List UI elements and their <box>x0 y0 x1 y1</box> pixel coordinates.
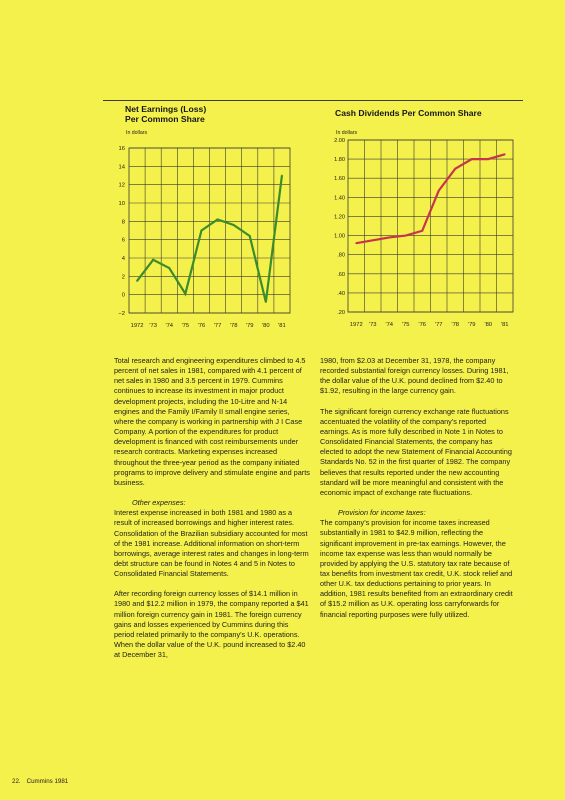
earnings-y-tick-label: 10 <box>118 201 125 207</box>
dividends-data-point <box>487 158 489 160</box>
earnings-y-tick-label: 6 <box>121 237 125 244</box>
earnings-y-tick-label: 2 <box>121 274 125 281</box>
earnings-data-point <box>281 175 283 177</box>
earnings-y-tick-label: 14 <box>118 164 125 171</box>
dividends-chart <box>300 136 525 336</box>
earnings-x-tick-label: '73 <box>149 323 157 329</box>
earnings-x-tick-label: '75 <box>181 323 190 329</box>
earnings-y-tick-label: 16 <box>118 146 125 152</box>
earnings-unit-label: In dollars <box>126 130 148 136</box>
earnings-x-tick-label: 1972 <box>130 323 144 329</box>
earnings-data-point <box>217 219 219 221</box>
dividends-x-tick-label: '77 <box>434 322 443 328</box>
dividends-x-tick-label: '76 <box>418 322 427 328</box>
earnings-x-tick-label: '80 <box>262 323 270 329</box>
earnings-y-tick-label: 0 <box>121 292 125 299</box>
dividends-y-tick-label: .40 <box>337 290 345 297</box>
earnings-data-point <box>184 293 186 295</box>
page-number: 22. <box>12 778 21 785</box>
earnings-data-point <box>201 230 203 232</box>
dividends-x-tick-label: '79 <box>467 322 476 328</box>
earnings-data-point <box>265 301 267 303</box>
earnings-chart <box>100 136 300 336</box>
earnings-data-point <box>233 224 235 226</box>
dividends-unit-label: In dollars <box>336 130 358 136</box>
earnings-x-tick-label: '79 <box>245 323 254 329</box>
paragraph-currency: After recording foreign currency losses of $14.1 million in 1980 and $12.2 million in 1979, the company reported a $41 million foreign currency gain in 1981. The foreign currency gains and losses experienced by Cummins during this period related primarily to the company's U.K. operations. When the dollar value of the U.K. pound increased to $2.40 at December 31, <box>114 589 309 660</box>
top-rule <box>103 100 523 101</box>
right-text-column <box>320 356 516 620</box>
earnings-y-tick-label: −2 <box>118 311 125 317</box>
paragraph-currency-cont: 1980, from $2.03 at December 31, 1978, the company recorded substantial foreign currency losses. During 1981, the dollar value of the U.K. pound declined from $2.40 to $1.92, resulting in the large currency gain. <box>320 356 509 396</box>
dividends-x-tick-label: '73 <box>368 322 377 328</box>
dividends-y-tick-label: 2.00 <box>334 138 345 144</box>
earnings-y-tick-label: 12 <box>118 182 125 189</box>
dividends-x-tick-label: '74 <box>385 322 394 328</box>
dividends-x-tick-label: '78 <box>451 322 460 328</box>
earnings-chart-title: Net Earnings (Loss) Per Common Share <box>125 104 207 124</box>
earnings-data-point <box>249 235 251 237</box>
dividends-data-point <box>388 237 390 239</box>
page-footer <box>12 778 74 785</box>
earnings-x-tick-label: '78 <box>229 323 238 329</box>
dividends-data-point <box>454 168 456 170</box>
footer-label: Cummins 1981 <box>26 778 69 785</box>
paragraph-interest: Interest expense increased in both 1981 and 1980 as a result of increased borrowings and higher interest rates. Consolidation of the Brazilian subsidiary accounted for most of the 1981 increase. Additional information on short-term borrowings, average interest rates and changes in long-term debt structure can be found in Notes 4 and 5 in Notes to Consolidated Financial Statements. <box>114 508 309 579</box>
dividends-data-point <box>438 190 440 192</box>
dividends-x-tick-label: '81 <box>500 322 509 328</box>
dividends-data-point <box>421 230 423 232</box>
dividends-y-tick-label: 1.20 <box>334 214 345 221</box>
heading-income-taxes: Provision for income taxes: <box>338 508 426 518</box>
dividends-y-tick-label: .20 <box>337 310 345 316</box>
dividends-x-tick-label: '75 <box>401 322 410 328</box>
dividends-data-point <box>504 153 506 155</box>
earnings-data-point <box>168 267 170 269</box>
dividends-y-tick-label: .60 <box>337 271 345 278</box>
dividends-x-tick-label: 1972 <box>349 322 363 328</box>
earnings-x-tick-label: '81 <box>278 323 286 329</box>
left-text-column <box>114 356 310 660</box>
paragraph-research: Total research and engineering expenditures climbed to 4.5 percent of net sales in 1981, compared with 4.1 percent of net sales in 1980 and 3.5 percent in 1979. Cummins continues to increase its investment in major product development projects, including the 10-Litre and N-14 engines and the Family I/Family II small engine series, where the company is working in partnership with J I Case Company. A portion of the expenditures for product development is financed with cost reimbursements under research contracts. Marketing expenses increased throughout the three-year period as the company initiated programs to improve delivery and stimulate engine and parts business. <box>114 356 310 487</box>
dividends-data-point <box>372 239 374 241</box>
earnings-x-tick-label: '76 <box>197 323 206 329</box>
dividends-data-point <box>471 158 473 160</box>
dividends-x-tick-label: '80 <box>484 322 493 328</box>
dividends-data-point <box>405 235 407 237</box>
earnings-data-point <box>152 259 154 261</box>
dividends-y-tick-label: .80 <box>337 252 345 259</box>
paragraph-taxes: The company's provision for income taxes increased substantially in 1981 to $42.9 million, reflecting the significant improvement in pre-tax earnings. However, the income tax expense was less than would normally be provided by applying the U.S. statutory tax rate because of tax benefits from investment tax credit, U.K. stock relief and other U.K. tax deductions pertaining to prior years. In addition, 1981 results benefited from an extraordinary credit of $15.2 million as U.K. operating loss carryforwards for financial reporting purposes were fully utilized. <box>320 518 513 619</box>
earnings-y-tick-label: 4 <box>121 256 125 262</box>
dividends-y-tick-label: 1.40 <box>334 195 345 202</box>
earnings-y-tick-label: 8 <box>121 219 125 226</box>
earnings-x-tick-label: '74 <box>165 323 174 329</box>
paragraph-volatility: The significant foreign currency exchange rate fluctuations accentuated the volatility of the company's reported earnings. As is more fully described in Note 1 in Notes to Consolidated Financial Statements, the company has elected to adopt the new Statement of Financial Accounting Standards No. 52 in the first quarter of 1982. The company believes that results reported under the new accounting standard will be more meaningful and consistent with the economic impact of exchange rate fluctuations. <box>320 406 512 497</box>
dividends-y-tick-label: 1.00 <box>334 233 345 240</box>
dividends-y-tick-label: 1.80 <box>334 157 345 164</box>
earnings-x-tick-label: '77 <box>213 323 222 329</box>
dividends-data-point <box>355 242 357 244</box>
dividends-y-tick-label: 1.60 <box>334 176 345 183</box>
dividends-chart-title: Cash Dividends Per Common Share <box>335 108 482 118</box>
earnings-data-point <box>136 280 138 282</box>
heading-other-expenses: Other expenses: <box>132 498 186 508</box>
